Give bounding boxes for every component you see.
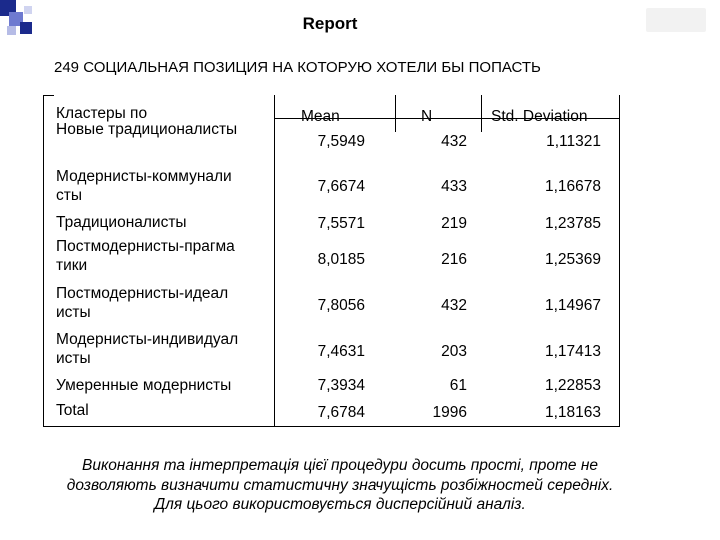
report-table [43,95,620,427]
row-label: Постмодернисты-прагма тики [56,238,235,274]
column-header-cluster: Кластеры по [56,105,148,122]
row-n: 433 [441,178,467,195]
row-mean-total: 7,6784 [317,404,365,421]
row-n: 432 [441,297,467,314]
row-n-total: 1996 [432,404,467,421]
table-border-top [43,95,54,96]
row-label: Умеренные модернисты [56,377,232,394]
table-title: 249 СОЦИАЛЬНАЯ ПОЗИЦИЯ НА КОТОРУЮ ХОТЕЛИ БЫ ПОПАСТЬ [54,59,541,76]
row-std-deviation: 1,17413 [544,343,601,360]
row-n: 219 [441,215,467,232]
caption-text: Виконання та інтерпретація цієї процедури досить прості, проте не дозволяють визначити статистичну значущість розбіжностей середніх. Для цього використовується дисперсійний аналіз. [66,457,614,513]
column-divider [481,95,482,132]
row-mean: 8,0185 [317,251,365,268]
row-label-total: Total [56,402,89,419]
column-header-mean: Mean [301,108,340,125]
row-mean: 7,3934 [317,377,365,394]
row-label: Постмодернисты-идеал исты [56,285,229,321]
report-title: Report [302,14,358,33]
column-header-n: N [421,108,433,125]
row-n: 432 [441,133,467,150]
row-n: 216 [441,251,467,268]
decoration-square [24,6,32,14]
row-std-deviation: 1,23785 [544,215,601,232]
row-mean: 7,5949 [317,133,365,150]
column-header-std-deviation: Std. Deviation [491,108,588,125]
row-label: Новые традиционалисты [56,121,238,138]
table-border-left [43,95,44,426]
row-mean: 7,5571 [317,215,365,232]
row-n: 61 [449,377,467,394]
row-label: Традиционалисты [56,214,187,231]
row-mean: 7,4631 [317,343,365,360]
row-std-deviation: 1,11321 [546,133,601,150]
row-std-deviation-total: 1,18163 [544,404,601,421]
row-label: Модернисты-индивидуал исты [56,331,239,367]
row-n: 203 [441,343,467,360]
row-std-deviation: 1,25369 [544,251,601,268]
row-std-deviation: 1,22853 [544,377,601,394]
row-label: Модернисты-коммунали сты [56,168,232,204]
row-mean: 7,8056 [317,297,365,314]
row-std-deviation: 1,16678 [544,178,601,195]
column-divider [395,95,396,132]
row-std-deviation: 1,14967 [544,297,601,314]
row-mean: 7,6674 [317,178,365,195]
